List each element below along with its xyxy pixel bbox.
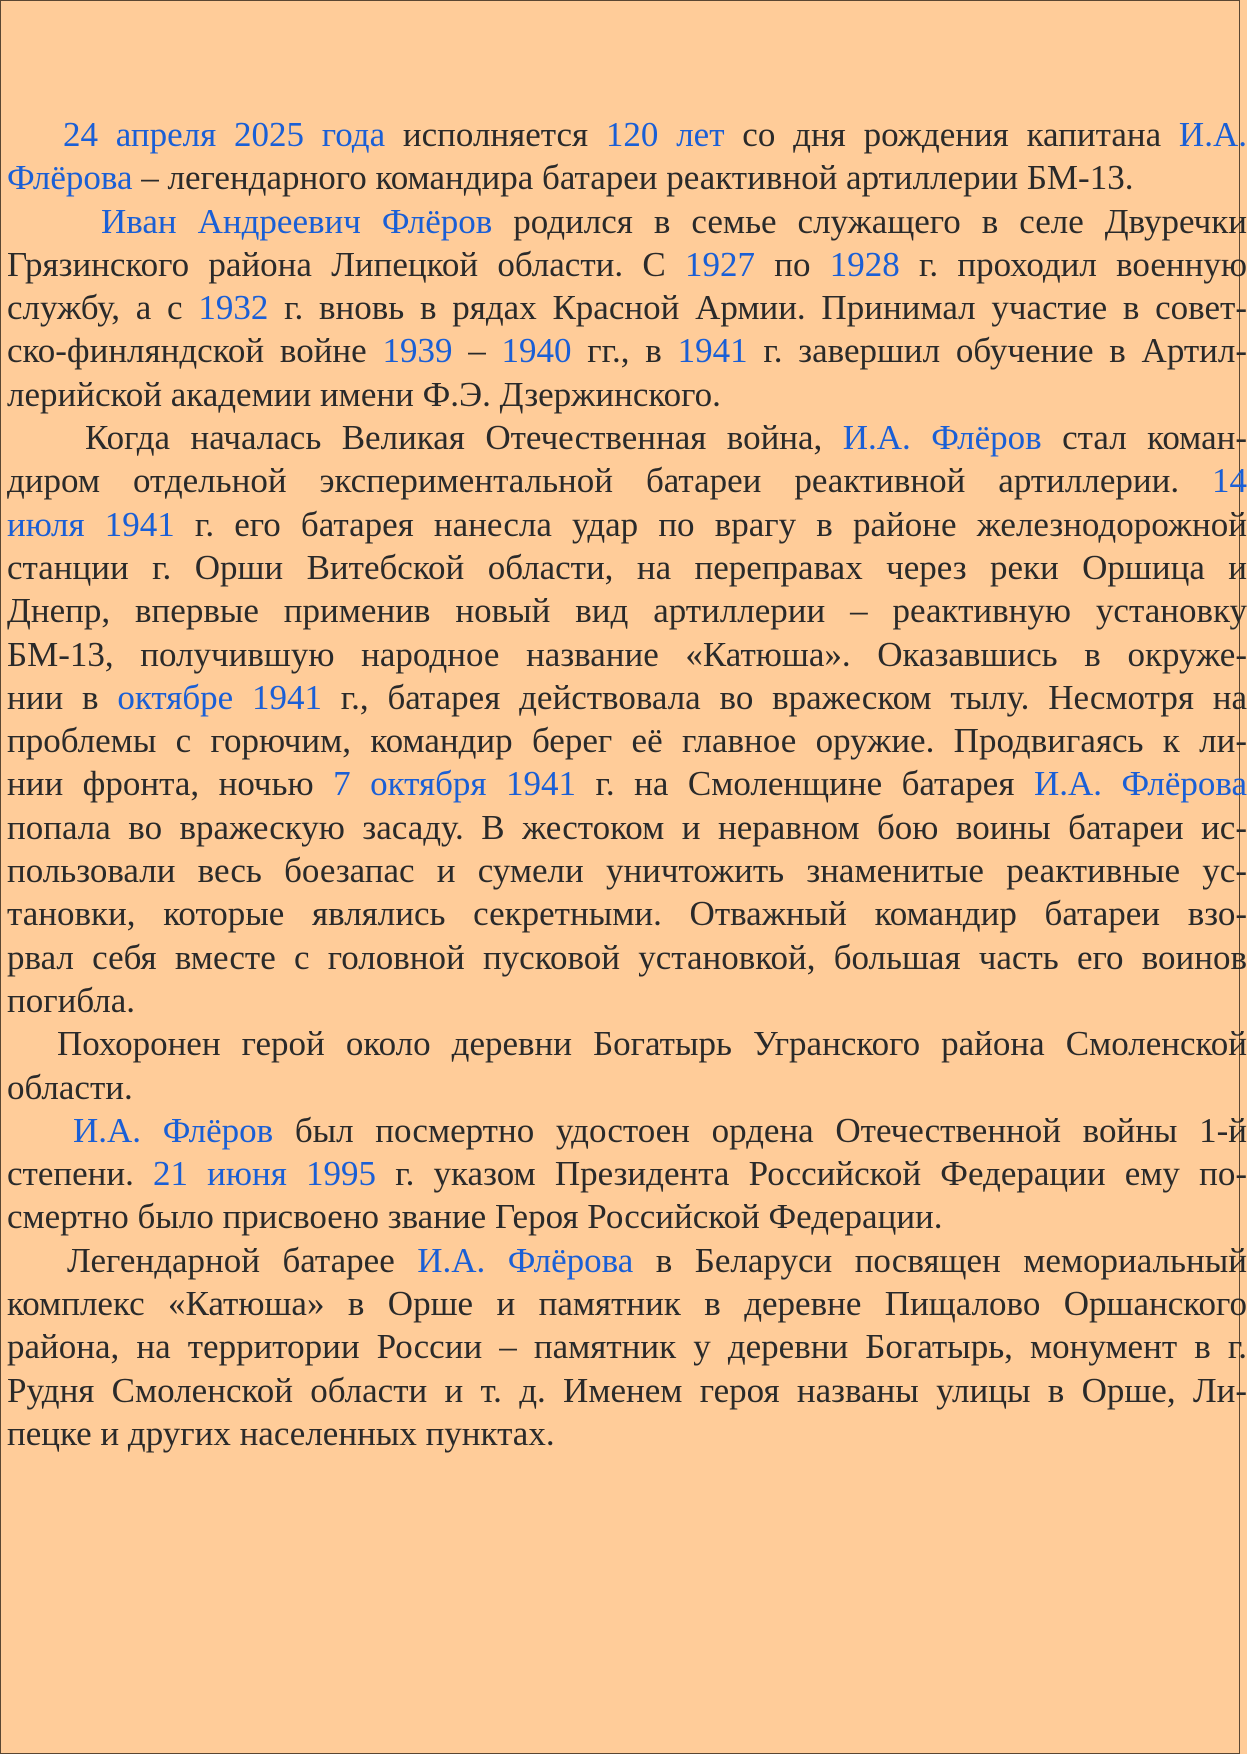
highlighted-text: 1941 (677, 331, 748, 371)
text-line (7, 1282, 1247, 1325)
text-line (7, 243, 1247, 286)
text-fragment: района, на территории России – памятник у деревни Богатырь, монумент в г. (7, 1327, 1247, 1367)
highlighted-text: 14 (1212, 461, 1247, 501)
text-fragment: г. его батарея нанесла удар по врагу в районе железнодорожной (174, 504, 1247, 544)
text-line (7, 849, 1247, 892)
text-fragment: лерийской академии имени Ф.Э. Дзержинского. (7, 374, 721, 414)
highlighted-text: 21 июня 1995 (153, 1154, 377, 1194)
highlighted-text: 1939 (382, 331, 453, 371)
text-fragment: стал коман- (1041, 418, 1247, 458)
text-line (7, 589, 1247, 632)
text-fragment: комплекс «Катюша» в Орше и памятник в деревне Пищалово Оршанского (7, 1284, 1247, 1324)
text-fragment: степени. (7, 1154, 154, 1194)
text-fragment: – (452, 331, 502, 371)
highlighted-text: И.А. Флёрова (417, 1240, 634, 1280)
highlighted-text: Иван Андреевич Флёров (101, 201, 493, 241)
highlighted-text: И.А. (1178, 115, 1247, 154)
text-line (7, 156, 1247, 199)
highlighted-text: И.А. Флёров (842, 418, 1042, 458)
text-fragment: г. на Смоленщине батарея (576, 764, 1034, 804)
text-fragment: попала во вражескую засаду. В жестоком и неравном бою воины батареи ис- (7, 807, 1247, 847)
text-line (7, 546, 1247, 589)
text-line (7, 719, 1247, 762)
text-line (7, 1412, 1247, 1455)
text-line (7, 373, 1247, 416)
text-fragment: гг., в (571, 331, 678, 371)
text-line (7, 892, 1247, 935)
text-fragment: пользовали весь боезапас и сумели уничтожить знаменитые реактивные ус- (7, 851, 1247, 891)
text-fragment: рвал себя вместе с головной пусковой установкой, большая часть его воинов (7, 937, 1247, 977)
article-text (7, 113, 1247, 1455)
text-line (7, 200, 1247, 243)
text-line (7, 113, 1247, 156)
text-line (7, 1152, 1247, 1195)
text-line (7, 503, 1247, 546)
text-fragment: г. проходил военную (899, 244, 1247, 284)
text-fragment: БМ-13, получившую народное название «Катюша». Оказавшись в окруже- (7, 634, 1247, 674)
text-fragment: диром отдельной экспериментальной батареи реактивной артиллерии. (7, 461, 1212, 501)
text-line (7, 676, 1247, 719)
text-line (7, 1022, 1247, 1065)
text-fragment: области. (7, 1067, 133, 1107)
text-line (7, 633, 1247, 676)
text-fragment: тановки, которые являлись секретными. Отважный командир батареи взо- (7, 894, 1247, 934)
highlighted-text: И.А. Флёров (73, 1110, 274, 1150)
text-fragment: нии в (7, 677, 118, 717)
text-line (7, 1239, 1247, 1282)
highlighted-text: И.А. Флёрова (1033, 764, 1247, 804)
text-fragment: Похоронен герой около деревни Богатырь Угранского района Смоленской (57, 1024, 1247, 1064)
text-fragment: – легендарного командира батареи реактивной артиллерии БМ-13. (132, 158, 1134, 198)
text-fragment: погибла. (7, 980, 136, 1020)
text-fragment: Рудня Смоленской области и т. д. Именем героя названы улицы в Орше, Ли- (7, 1370, 1247, 1410)
text-line (7, 936, 1247, 979)
text-line (7, 1109, 1247, 1152)
text-fragment: Грязинского района Липецкой области. С (7, 244, 685, 284)
highlighted-text: 24 апреля 2025 года (63, 115, 386, 154)
highlighted-text: 1928 (829, 244, 900, 284)
text-fragment: в Беларуси посвящен мемориальный (633, 1240, 1247, 1280)
text-fragment: ско-финляндской войне (7, 331, 383, 371)
highlighted-text: 1940 (501, 331, 572, 371)
text-line (7, 286, 1247, 329)
text-fragment: службу, а с (7, 288, 199, 328)
text-fragment: пецке и других населенных пунктах. (7, 1413, 555, 1453)
text-fragment: Легендарной батарее (67, 1240, 418, 1280)
text-fragment: г., батарея действовала во вражеском тылу. Несмотря на (321, 677, 1247, 717)
text-line (7, 416, 1247, 459)
text-fragment: станции г. Орши Витебской области, на переправах через реки Оршица и (7, 547, 1247, 587)
highlighted-text: 1927 (684, 244, 755, 284)
text-fragment: г. вновь в рядах Красной Армии. Принимал участие в совет- (268, 288, 1247, 328)
text-fragment: проблемы с горючим, командир берег её главное оружие. Продвигаясь к ли- (7, 721, 1247, 761)
text-line (7, 459, 1247, 502)
text-line (7, 806, 1247, 849)
text-fragment: по (754, 244, 830, 284)
highlighted-text: июля 1941 (7, 504, 175, 544)
text-line (7, 1369, 1247, 1412)
highlighted-text: 120 лет (605, 115, 725, 154)
text-fragment: Когда началась Великая Отечественная война, (85, 418, 843, 458)
text-fragment: со дня рождения капитана (724, 115, 1179, 154)
text-fragment: г. указом Президента Российской Федерации ему по- (376, 1154, 1247, 1194)
text-fragment: родился в семье служащего в селе Двуречки (492, 201, 1247, 241)
text-fragment: исполняется (385, 115, 606, 154)
text-fragment: г. завершил обучение в Артил- (747, 331, 1247, 371)
text-line (7, 979, 1247, 1022)
text-line (7, 1325, 1247, 1368)
text-line (7, 329, 1247, 372)
highlighted-text: Флёрова (7, 158, 133, 198)
text-fragment: нии фронта, ночью (7, 764, 334, 804)
text-line (7, 1066, 1247, 1109)
text-line (7, 762, 1247, 805)
text-fragment: был посмертно удостоен ордена Отечественной войны 1-й (273, 1110, 1247, 1150)
text-fragment: Днепр, впервые применив новый вид артиллерии – реактивную установку (7, 591, 1247, 631)
highlighted-text: октябре 1941 (117, 677, 322, 717)
text-fragment: смертно было присвоено звание Героя Российской Федерации. (7, 1197, 943, 1237)
highlighted-text: 1932 (198, 288, 269, 328)
highlighted-text: 7 октября 1941 (333, 764, 576, 804)
text-line (7, 1195, 1247, 1238)
